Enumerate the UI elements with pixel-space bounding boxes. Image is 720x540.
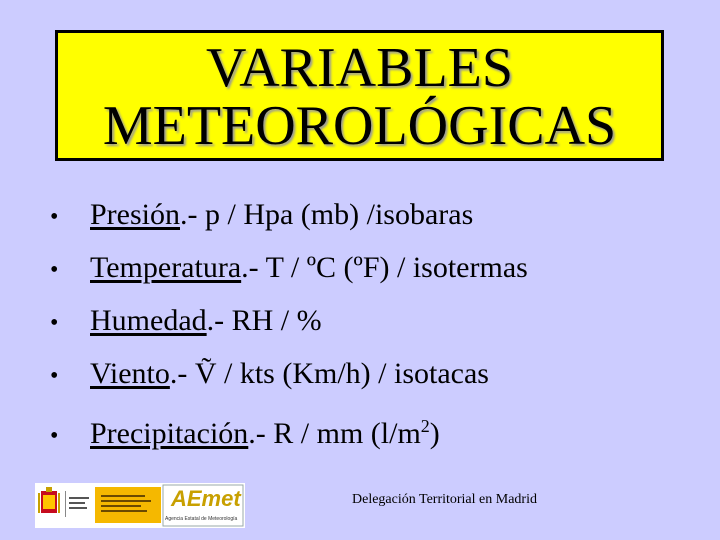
bullet-item-presion <box>50 188 528 241</box>
aemet-subtitle: Agencia Estatal de Meteorología <box>165 516 238 522</box>
bullet-text: .- RH / % <box>206 304 322 337</box>
bullet-text: .- T / ºC (ºF) / isotermas <box>241 251 528 284</box>
bullet-symbol: • <box>50 363 59 389</box>
logo-strip <box>35 483 245 528</box>
bullet-term: Temperatura <box>90 251 242 284</box>
bullet-symbol: • <box>50 257 59 283</box>
bullet-item-viento <box>50 347 528 400</box>
bullet-list <box>50 188 528 453</box>
bullet-term: Precipitación <box>90 417 249 450</box>
bullet-term: Humedad <box>90 304 207 337</box>
title-line-2: METEOROLÓGICAS <box>102 95 617 157</box>
title-line-1: VARIABLES <box>205 37 513 99</box>
bullet-item-precipitacion <box>50 400 528 453</box>
bullet-text: .- Ṽ / kts (Km/h) / isotacas <box>169 357 489 390</box>
bullet-item-temperatura <box>50 241 528 294</box>
ministry-logo <box>95 483 161 528</box>
aemet-logo <box>161 483 245 528</box>
footer-delegation: Delegación Territorial en Madrid <box>352 492 537 507</box>
spain-government-logo <box>35 483 95 528</box>
bullet-term: Presión <box>90 198 180 231</box>
title-box <box>55 30 664 161</box>
bullet-symbol: • <box>50 423 59 449</box>
bullet-symbol: • <box>50 310 59 336</box>
bullet-text: .- R / mm (l/m <box>248 417 421 450</box>
bullet-text: .- p / Hpa (mb) /isobaras <box>180 198 474 231</box>
bullet-tail: ) <box>429 417 440 450</box>
bullet-superscript: 2 <box>420 416 430 436</box>
bullet-term: Viento <box>90 357 170 390</box>
bullet-symbol: • <box>50 204 59 230</box>
aemet-wordmark: AEmet <box>171 486 241 511</box>
bullet-item-humedad <box>50 294 528 347</box>
